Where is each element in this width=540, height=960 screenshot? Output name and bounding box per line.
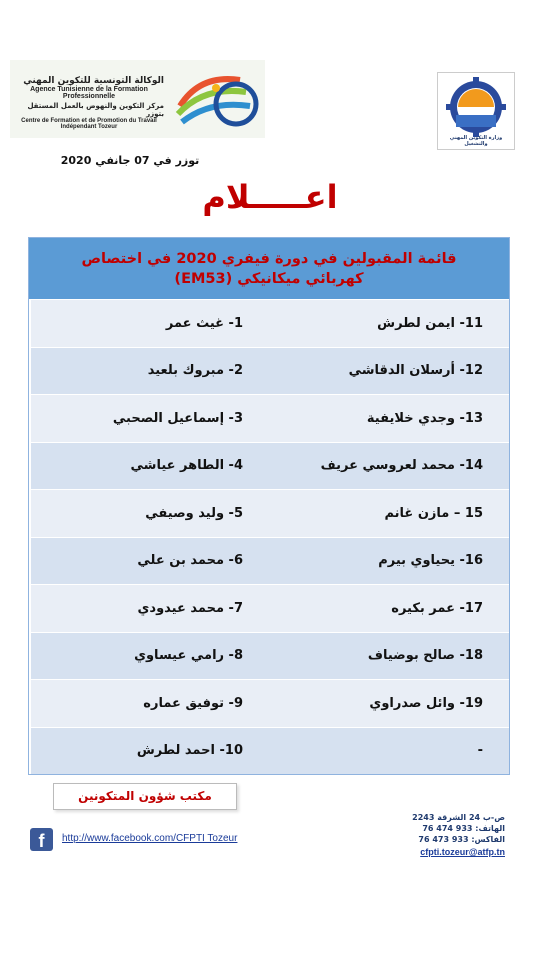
name-cell: 11- ايمن لطرش: [377, 315, 483, 331]
table-title: [81, 249, 456, 289]
name-cell: 4- الطاهر عياشي: [29, 443, 269, 490]
name-cell: 8- رامي عيساوي: [29, 633, 269, 680]
table-body: [29, 299, 509, 774]
table-header: [29, 238, 509, 299]
center-name-fr: Centre de Formation et de Promotion du Travail Indépendant Tozeur: [21, 118, 157, 130]
name-cell: 6- محمد بن علي: [29, 538, 269, 585]
email-link[interactable]: cfpti.tozeur@atfp.tn: [420, 847, 505, 857]
table-row: [29, 394, 509, 442]
contact-info: [380, 812, 505, 857]
name-cell: 10- احمد لطرش: [29, 728, 269, 775]
name-cell: 15 – مازن غانم: [384, 505, 483, 521]
facebook-link[interactable]: http://www.facebook.com/CFPTI Tozeur: [62, 833, 238, 844]
document-date: توزر في 07 جانفي 2020: [60, 154, 200, 167]
ministry-logo: [437, 72, 515, 150]
name-cell: 12- أرسلان الدقاشي: [348, 363, 483, 379]
table-row: [29, 442, 509, 490]
name-cell: 5- وليد وصيفي: [29, 490, 269, 537]
table-row: [29, 299, 509, 347]
table-row: [29, 727, 509, 775]
agency-logo: [10, 60, 265, 138]
phone: الهاتف: 933 474 76: [422, 824, 505, 833]
table-title-line1: قائمة المقبولين في دورة فيفري 2020 في اختصاص: [81, 250, 457, 267]
name-cell: -: [477, 743, 483, 759]
announcement-title: اعـــــلام: [202, 178, 338, 216]
table-row: [29, 679, 509, 727]
po-box: ص-ب 24 الشرقة 2243: [412, 813, 505, 822]
agency-name-fr: Agence Tunisienne de la Formation Professionnelle: [30, 86, 148, 100]
name-cell: 1- غيث عمر: [29, 300, 269, 347]
name-cell: 2- مبروك بلعيد: [29, 348, 269, 395]
name-cell: 19- وائل صدراوي: [369, 695, 483, 711]
table-row: [29, 537, 509, 585]
agency-name-ar: الوكالة التونسية للتكوين المهني: [23, 76, 164, 86]
accepted-list-table: [28, 237, 510, 775]
center-name-ar: مركز التكوين والنهوض بالعمل المستقل بتوزر: [27, 102, 164, 118]
table-title-line2: كهربائي ميكانيكي (EM53): [174, 270, 364, 287]
name-cell: 7- محمد عيدودي: [29, 585, 269, 632]
table-row: [29, 632, 509, 680]
name-cell: 17- عمر بكيره: [391, 600, 483, 616]
fax: الفاكس: 933 473 76: [418, 835, 505, 844]
table-row: [29, 489, 509, 537]
agency-emblem-icon: [170, 66, 262, 132]
name-cell: 9- توفيق عماره: [29, 680, 269, 727]
name-cell: 3- إسماعيل الصحبي: [29, 395, 269, 442]
table-row: [29, 347, 509, 395]
name-cell: 18- صالح بوضياف: [367, 648, 483, 664]
office-label: مكتب شؤون المتكونين: [53, 783, 237, 810]
ministry-name: وزارة التكوين المهني والتشغيل: [449, 135, 503, 147]
table-row: [29, 584, 509, 632]
name-cell: 16- يحياوي بيرم: [378, 553, 483, 569]
name-cell: 13- وجدي خلايفية: [366, 410, 483, 426]
facebook-icon[interactable]: f: [30, 828, 53, 851]
name-cell: 14- محمد لعروسي عريف: [320, 458, 483, 474]
